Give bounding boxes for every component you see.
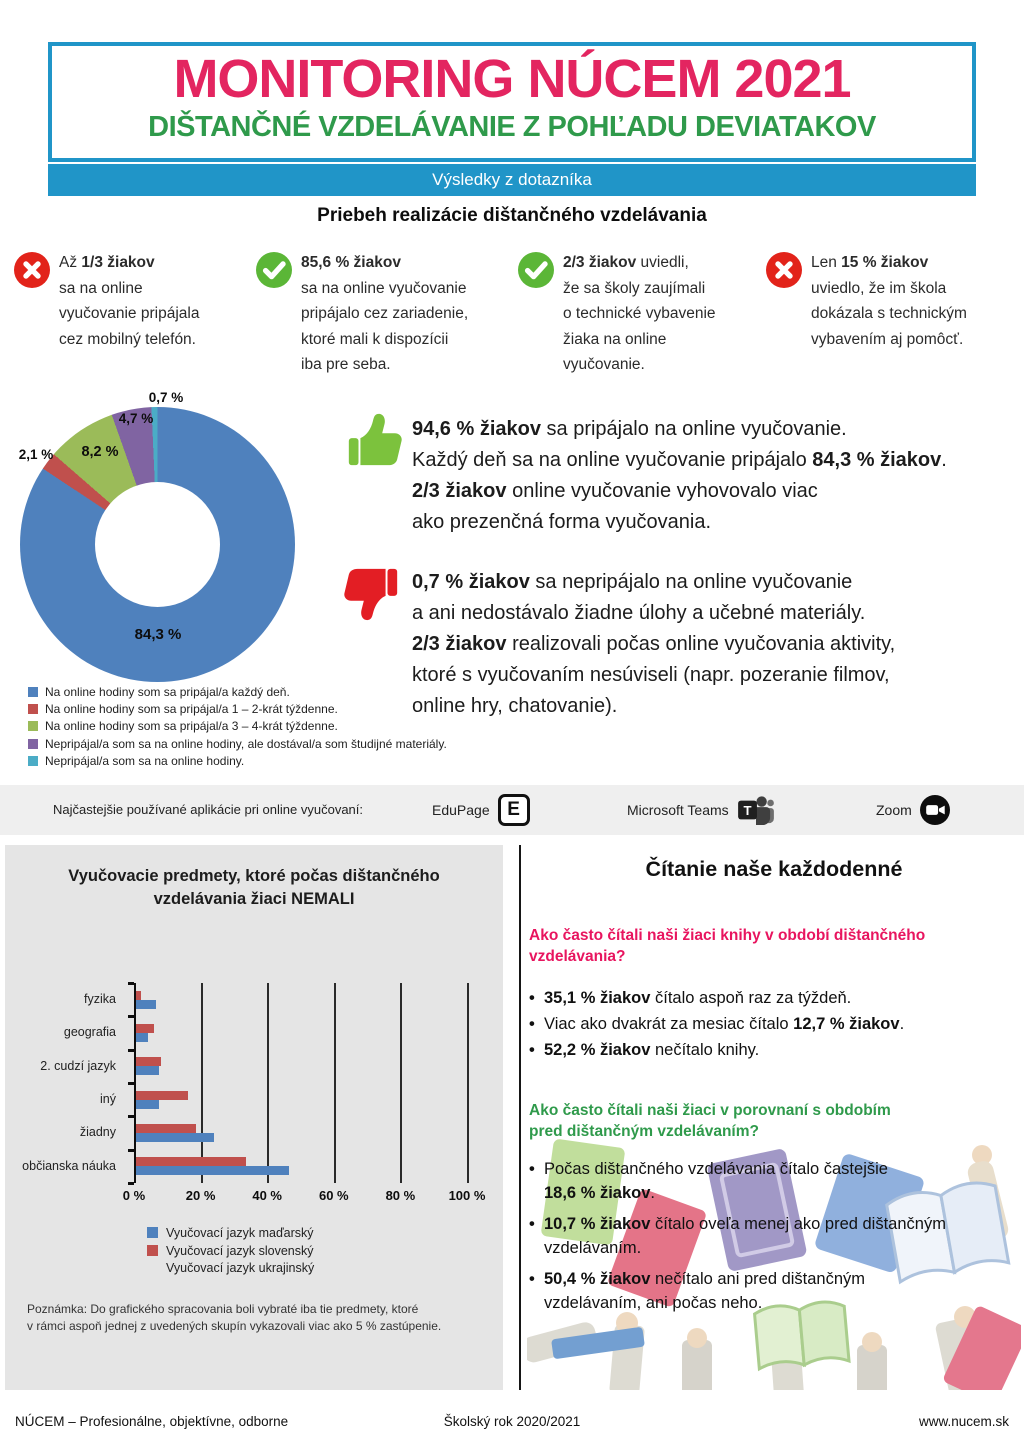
reading-title: Čítanie naše každodenné: [645, 857, 903, 881]
stat-text: 2/3 žiakov uviedli, že sa školy zaujímali o technické vybavenie žiaka na online vyučovanie.: [563, 254, 716, 373]
legend-swatch: [28, 721, 38, 731]
negative-highlight-text: 0,7 % žiakov sa nepripájalo na online vyučovanie a ani nedostávalo žiadne úlohy a učebné materiály. 2/3 žiakov realizovali počas online vyučovania aktivity, ktoré s vyučovaním nesúviseli (napr. pozeranie filmov, online hry, chatovanie).: [412, 571, 896, 717]
bar-Vyučovací jazyk slovenský: [136, 1024, 154, 1033]
zoom-label: Zoom: [876, 802, 912, 818]
subjects-chart-title: Vyučovacie predmety, ktoré počas dištančného vzdelávania žiaci NEMALI: [68, 867, 440, 908]
x-circle-icon: [766, 252, 802, 288]
bar-Vyučovací jazyk slovenský: [136, 1157, 246, 1166]
bullet-item: • 52,2 % žiakov nečítalo knihy.: [529, 1037, 1017, 1063]
page-subtitle: DIŠTANČNÉ VZDELÁVANIE Z POHĽADU DEVIATAKOV: [148, 111, 876, 143]
stat-block-school-help: [766, 250, 1012, 352]
x-tick-label: 0 %: [122, 1188, 146, 1203]
footer-website: www.nucem.sk: [918, 1414, 1009, 1429]
microsoft-teams-icon: [737, 794, 775, 826]
reading-panel: [527, 845, 1021, 1390]
legend-swatch: [147, 1245, 158, 1256]
legend-swatch: [147, 1227, 158, 1238]
bar-Vyučovací jazyk maďarský: [136, 1000, 156, 1009]
app-edupage: [432, 785, 530, 835]
svg-text:T: T: [743, 803, 752, 819]
bar-category-label: občianska náuka: [22, 1158, 116, 1173]
bar-Vyučovací jazyk maďarský: [136, 1033, 148, 1042]
y-tick-mark: [128, 982, 134, 985]
legend-item: [147, 1225, 314, 1243]
legend-label: Nepripájal/a som sa na online hodiny, ale dostával/a som študijné materiály.: [45, 736, 447, 751]
x-tick-label: 40 %: [252, 1188, 282, 1203]
app-zoom: [876, 785, 950, 835]
bar-group: [136, 983, 467, 1016]
legend-item: [28, 736, 447, 753]
subjects-panel: [5, 845, 503, 1390]
bullet-item: • 50,4 % žiakov nečítalo ani pred dištančným vzdelávaním, ani počas neho.: [529, 1267, 1017, 1315]
legend-swatch: [28, 756, 38, 766]
legend-swatch: [28, 687, 38, 697]
bullet-item: • Viac ako dvakrát za mesiac čítalo 12,7 % žiakov.: [529, 1011, 1017, 1037]
x-tick-label: 100 %: [448, 1188, 486, 1203]
bar-category-label: fyzika: [84, 992, 116, 1006]
bar-category-label: iný: [100, 1092, 116, 1106]
legend-label: Vyučovací jazyk ukrajinský: [166, 1261, 315, 1275]
apps-band-label: Najčastejšie používané aplikácie pri online vyučovaní:: [53, 802, 364, 817]
edupage-icon: E: [498, 794, 530, 826]
section-title: Priebeh realizácie dištančného vzdelávania: [317, 205, 707, 226]
legend-item: [28, 684, 447, 701]
bar-group: [136, 1050, 467, 1083]
bar-Vyučovací jazyk slovenský: [136, 991, 141, 1000]
bar-group: [136, 1016, 467, 1049]
y-tick-mark: [128, 1049, 134, 1052]
footer: [0, 1392, 1024, 1449]
stat-block-mobile: [14, 250, 246, 352]
bar-category-labels: [5, 983, 125, 1183]
bar-category-label: 2. cudzí jazyk: [40, 1058, 116, 1073]
bar-category-label: žiadny: [79, 1125, 116, 1140]
bullet-item: • 10,7 % žiakov čítalo oveľa menej ako pred dištančným vzdelávaním.: [529, 1212, 1017, 1260]
header-box: [48, 42, 976, 162]
legend-item: [147, 1260, 314, 1278]
banner-results: Výsledky z dotazníka: [48, 164, 976, 196]
y-tick-mark: [128, 1182, 134, 1185]
x-circle-icon: [14, 252, 50, 288]
reading-question-1: Ako často čítali naši žiaci knihy v období dištančného vzdelávania?: [529, 927, 926, 965]
donut-value-label: 4,7 %: [118, 411, 154, 426]
y-tick-mark: [128, 1015, 134, 1018]
bar-Vyučovací jazyk slovenský: [136, 1057, 161, 1066]
bar-group: [136, 1083, 467, 1116]
legend-label: Nepripájal/a som sa na online hodiny.: [45, 753, 245, 768]
reading-question-2: Ako často čítali naši žiaci v porovnaní s obdobím pred dištančným vzdelávaním?: [529, 1102, 891, 1140]
bar-Vyučovací jazyk maďarský: [136, 1133, 214, 1142]
edupage-label: EduPage: [432, 802, 490, 818]
x-tick-label: 20 %: [185, 1188, 216, 1203]
x-tick-label: 80 %: [385, 1188, 416, 1203]
donut-value-label: 2,1 %: [18, 447, 54, 462]
donut-value-label: 84,3 %: [134, 626, 182, 643]
y-tick-mark: [128, 1082, 134, 1085]
legend-item: [28, 701, 447, 718]
legend-label: Na online hodiny som sa pripájal/a každý deň.: [45, 685, 290, 699]
bar-Vyučovací jazyk maďarský: [136, 1100, 159, 1109]
footer-slogan: NÚCEM – Profesionálne, objektívne, odborne: [15, 1414, 289, 1429]
teams-label: Microsoft Teams: [627, 802, 729, 818]
legend-swatch: [147, 1262, 158, 1273]
legend-item: [28, 718, 447, 735]
donut-hole: [95, 482, 220, 607]
bar-Vyučovací jazyk slovenský: [136, 1124, 196, 1133]
bar-Vyučovací jazyk maďarský: [136, 1166, 289, 1175]
bar-x-axis: [122, 1188, 486, 1206]
stat-text: 85,6 % žiakov sa na online vyučovanie pripájalo cez zariadenie, ktoré mali k dispozícii iba pre seba.: [301, 254, 469, 373]
check-circle-icon: [518, 252, 554, 288]
panel-divider: [519, 845, 521, 1390]
bar-Vyučovací jazyk maďarský: [136, 1066, 159, 1075]
reading-bullets-2: [529, 1157, 1017, 1322]
bullet-item: • Počas dištančného vzdelávania čítalo častejšie 18,6 % žiakov.: [529, 1157, 1017, 1205]
bar-group: [136, 1116, 467, 1149]
donut-value-label: 8,2 %: [81, 444, 119, 460]
legend-swatch: [28, 704, 38, 714]
bar-Vyučovací jazyk slovenský: [136, 1091, 188, 1100]
x-tick-label: 60 %: [318, 1188, 349, 1203]
legend-swatch: [28, 739, 38, 749]
stat-text: Až 1/3 žiakov sa na online vyučovanie pripájala cez mobilný telefón.: [59, 254, 200, 348]
legend-item: [147, 1243, 314, 1261]
stat-block-school-interest: [518, 250, 760, 378]
donut-legend: [28, 684, 447, 770]
apps-band: [0, 785, 1024, 835]
reading-bullets-1: [529, 985, 1017, 1063]
stat-text: Len 15 % žiakov uviedlo, že im škola dokázala s technickým vybavením aj pomôcť.: [811, 254, 967, 348]
zoom-camera-icon: [920, 795, 950, 825]
bar-legend: [147, 1225, 314, 1278]
donut-value-label: 0,7 %: [148, 390, 184, 405]
bar-category-label: geografia: [63, 1025, 116, 1040]
legend-label: Vyučovací jazyk maďarský: [166, 1226, 314, 1240]
thumbs-up-icon: [344, 410, 402, 472]
thumbs-down-icon: [344, 562, 402, 624]
gridline: [467, 983, 469, 1183]
legend-label: Na online hodiny som sa pripájal/a 3 – 4-krát týždenne.: [45, 719, 338, 734]
bullet-item: • 35,1 % žiakov čítalo aspoň raz za týždeň.: [529, 985, 1017, 1011]
bar-chart: [134, 983, 467, 1183]
chart-note: Poznámka: Do grafického spracovania boli vybraté iba tie predmety, ktoré v rámci aspoň jednej z uvedených skupín vykazovali viac ako 5 % zastúpenie.: [27, 1302, 442, 1333]
legend-item: [28, 753, 447, 770]
y-tick-mark: [128, 1149, 134, 1152]
bar-group: [136, 1150, 467, 1183]
legend-label: Vyučovací jazyk slovenský: [166, 1243, 314, 1258]
page-title: MONITORING NÚCEM 2021: [173, 49, 851, 109]
legend-label: Na online hodiny som sa pripájal/a 1 – 2-krát týždenne.: [45, 702, 338, 717]
y-tick-mark: [128, 1115, 134, 1118]
positive-highlight-text: 94,6 % žiakov sa pripájalo na online vyučovanie. Každý deň sa na online vyučovanie pripájalo 84,3 % žiakov. 2/3 žiakov online vyučovanie vyhovovalo viac ako prezenčná forma vyučovania.: [412, 418, 947, 533]
stat-block-own-device: [256, 250, 508, 378]
check-circle-icon: [256, 252, 292, 288]
app-teams: [627, 785, 775, 835]
footer-school-year: Školský rok 2020/2021: [443, 1414, 581, 1429]
